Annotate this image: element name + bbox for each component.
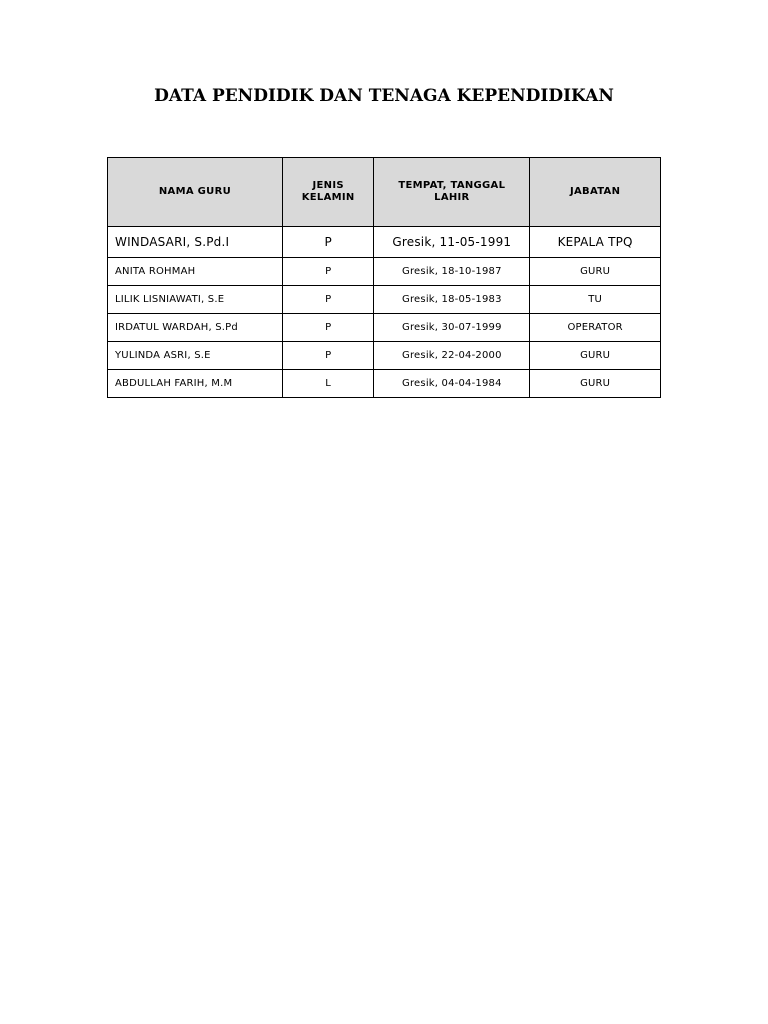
cell-tempat-tanggal-lahir: Gresik, 30-07-1999 <box>374 314 530 342</box>
table-header-row <box>108 158 661 227</box>
table-row <box>108 370 661 398</box>
staff-table <box>107 157 661 398</box>
header-tempat-tanggal-lahir-line2: LAHIR <box>434 192 470 203</box>
header-jabatan-label: JABATAN <box>569 186 621 197</box>
cell-nama-guru: LILIK LISNIAWATI, S.E <box>108 286 283 314</box>
header-jenis-kelamin-line2: KELAMIN <box>301 192 355 203</box>
cell-nama-guru: IRDATUL WARDAH, S.Pd <box>108 314 283 342</box>
header-jenis-kelamin-line1: JENIS <box>312 180 344 191</box>
header-jenis-kelamin <box>282 158 373 227</box>
header-jabatan <box>530 158 661 227</box>
cell-nama-guru: WINDASARI, S.Pd.I <box>108 227 283 258</box>
cell-nama-guru: ANITA ROHMAH <box>108 258 283 286</box>
table-row <box>108 286 661 314</box>
table-row <box>108 314 661 342</box>
header-nama-guru-label: NAMA GURU <box>158 186 232 197</box>
header-tempat-tanggal-lahir-line1: TEMPAT, TANGGAL <box>398 180 506 191</box>
cell-jenis-kelamin: P <box>282 286 373 314</box>
cell-jenis-kelamin: P <box>282 314 373 342</box>
cell-nama-guru: YULINDA ASRI, S.E <box>108 342 283 370</box>
cell-jabatan: GURU <box>530 258 661 286</box>
cell-jenis-kelamin: P <box>282 227 373 258</box>
cell-jabatan: KEPALA TPQ <box>530 227 661 258</box>
cell-tempat-tanggal-lahir: Gresik, 22-04-2000 <box>374 342 530 370</box>
cell-jenis-kelamin: P <box>282 258 373 286</box>
cell-tempat-tanggal-lahir: Gresik, 18-10-1987 <box>374 258 530 286</box>
header-tempat-tanggal-lahir <box>374 158 530 227</box>
cell-jenis-kelamin: L <box>282 370 373 398</box>
table-row <box>108 342 661 370</box>
table-row <box>108 227 661 258</box>
cell-jabatan: OPERATOR <box>530 314 661 342</box>
cell-jenis-kelamin: P <box>282 342 373 370</box>
cell-nama-guru: ABDULLAH FARIH, M.M <box>108 370 283 398</box>
table-row <box>108 258 661 286</box>
cell-tempat-tanggal-lahir: Gresik, 04-04-1984 <box>374 370 530 398</box>
cell-jabatan: TU <box>530 286 661 314</box>
cell-jabatan: GURU <box>530 370 661 398</box>
header-nama-guru <box>108 158 283 227</box>
page-title: DATA PENDIDIK DAN TENAGA KEPENDIDIKAN <box>154 86 614 106</box>
cell-jabatan: GURU <box>530 342 661 370</box>
cell-tempat-tanggal-lahir: Gresik, 18-05-1983 <box>374 286 530 314</box>
cell-tempat-tanggal-lahir: Gresik, 11-05-1991 <box>374 227 530 258</box>
